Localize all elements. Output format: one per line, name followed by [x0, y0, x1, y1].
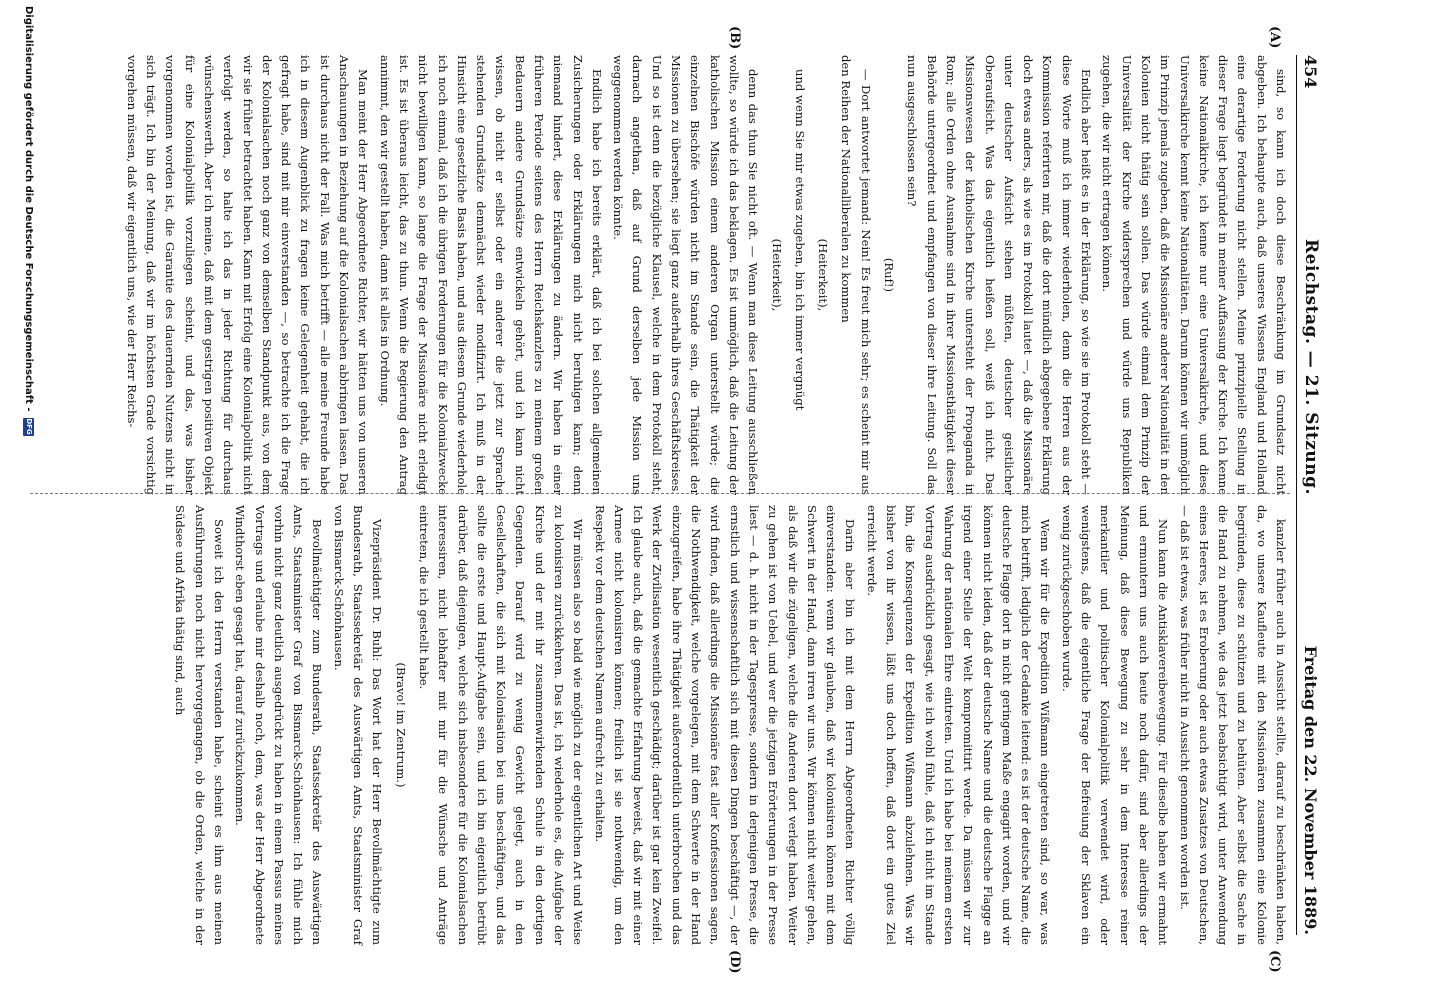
left-column — [119, 55, 1290, 495]
paragraph: Wenn wir für die Expedition Wißmann eingetreten sind, so war, was mich betrifft, lediglich der Gedanke leitend: es ist der deutsche Name, die deutsche Flagge dort in nicht geringem Maße engagirt worden, und wir können nicht leiden, daß der deutsche Name und die deutsche Flagge an irgend einer Stelle der Welt kompromittirt werde. Da müssen wir zur Wahrung der nationalen Ehre eintreten. Und ich habe bei meinem ersten Vortrag ausdrücklich gesagt, wie ich wohl fühle, daß ich nicht im Stande bin, die Konsequenzen der Expedition Wißmann abzulehnen. Was wir bisher von ihr wissen, läßt uns doch hoffen, daß dort ein gutes Ziel erreicht werde. — [864, 505, 1053, 945]
page-number: 454 — [1301, 55, 1320, 89]
interjection: (Bravo! im Zentrum.) — [393, 662, 408, 788]
column-divider — [30, 493, 1290, 494]
interjection: (Heiterkeit), — [816, 238, 831, 312]
paragraph: denn das thun Sie nicht oft. — Wenn man diese Leitung ausschließen wollte, so würde ich das beklagen. Es ist unmöglich, daß die Leitung der katholischen Mission einem anderen Organ unterstellt würde; die einzelnen Bischöfe würden nicht im Stande sein, die Thätigkeit der Missionen zu übersehen; sie liegt ganz außerhalb ihres Geschäftskreises. Und so ist denn die bezügliche Klausel, welche in dem Protokoll steht, darnach angethan, daß auf Grund derselben jede Mission uns weggenommen werden könnte. — [611, 55, 761, 495]
margin-marker-c: (C) — [1267, 950, 1282, 973]
digitization-footer — [23, 6, 34, 436]
paragraph: kanzler früher auch in Aussicht stellte, darauf zu beschränken haben, da, wo unsere Kaufleute mit den Missionären zusammen eine Kolonie begründen, diese zu schützen und zu behüten. Aber selbst die Sache in die Hand zu nehmen, wie das jetzt beabsichtigt wird, unter Anwendung eines Heeres, ist es Eroberung oder auch etwas Zusatzes von Deutschen, — daß ist etwas, was früher nicht in Aussicht genommen worden ist. — [1177, 505, 1288, 945]
header-date: Freitag den 22. November 1889. — [1301, 645, 1320, 935]
paragraph: Endlich habe ich bereits erklärt, daß ich bei solchen allgemeinen Zusicherungen oder Erklärungen mich nicht beruhigen kann; denn niemand hindert, diese Erklärungen zu ändern. Wir haben in einer früheren Periode seitens des Herrn Reichskanzlers zu meinem großen Bedauern andere Grundsätze entwickeln gehört, und ich kann nicht wissen, ob nicht er selbst oder ein anderer die jetzt zur Sprache stehenden Grundsätze demnächst wieder modifizirt. Ich muß in der Hinsicht eine gesetzliche Basis haben, und aus diesem Grunde wiederhole ich noch einmal, daß ich die übrigen Forderungen für die Kolonialzwecke nicht bewilligen kann, so lange die Frage der Missionäre nicht erledigt ist. Es ist überaus leicht, das zu thun. Wenn die Regierung den Antrag annimmt, den wir gestellt haben, dann ist alles in Ordnung. — [377, 55, 604, 495]
paragraph: Soweit ich den Herrn verstanden habe, scheint es ihm aus meinen Ausführungen noch nicht hervorgegangen, ob die Orden, welche in der Südsee und Afrika thätig sind, auch — [173, 505, 226, 945]
paragraph: — Dort antwortet jemand: Nein! Es freut mich sehr; es scheint mir aus den Reihen der Nationalliberalen zu kommen — [839, 55, 873, 495]
speaker-paragraph: Bevollmächtigter zum Bundesrath, Staatssekretär des Auswärtigen Amts, Staatsminister Graf von Bismarck-Schönhausen: Ich fühle mich vorhin nicht ganz deutlich ausgedrückt zu haben in einem Passus meines Vortrags und erlaube mir deshalb noch, dem, was der Herr Abgeordnete Windthorst eben gesagt hat, darauf zurückzukommen. — [233, 505, 325, 945]
interjection: (Ruf!) — [882, 257, 897, 293]
paragraph: Darin aber bin ich mit dem Herrn Abgeordneten Richter völlig einverstanden: wenn wir glauben, daß wir kolonisiren können mit dem Schwert in der Hand, dann irren wir uns. Wir können nicht weiter gehen, als daß wir die zügeligen, welche die Anderen dort verlegt haben. Weiter zu gehen ist von Uebel, und wer die jetzigen Erörterungen in der Presse liest — d. h. nicht in der Tagespresse, sondern in derjenigen Presse, die ernstlich und wissenschaftlich sich mit diesen Dingen beschäftigt —, der wird finden, daß allerdings die Missionäre fast aller Konfessionen sagen, die Nothwendigkeit, welche vorgelegen, mit dem Schwerte in der Hand einzugreifen, habe ihre Thätigkeit außerordentlich unterbrochen und das Werk der Zivilisation wesentlich geschädigt; darüber ist gar kein Zweifel. Ich glaube auch, daß die gemachte Erfahrung beweist, daß wir mit einer Armee nicht kolonisiren können; freilich ist sie nothwendig, um den Respekt vor dem deutschen Namen aufrecht zu erhalten. — [592, 505, 858, 945]
margin-marker-b: (B) — [727, 26, 742, 50]
dfg-logo-icon: DFG — [25, 418, 33, 435]
margin-marker-d: (D) — [727, 950, 742, 974]
margin-marker-a: (A) — [1267, 26, 1282, 49]
paragraph: sind, so kann ich doch diese Beschränkung im Grundsatz nicht abgeben. Ich behaupte auch, daß unseres Wissens England und Holland eine derartige Forderung nicht stellen. Meine prinzipielle Stellung in dieser Frage liegt begründet in meiner Auffassung der Kirche. Ich kenne keine Nationalkirche, ich kenne nur eine Universalkirche, und diese Universalkirche kennt keine Nationalitäten. Darum können wir unmöglich im Prinzip jemals zugeben, daß die Missionäre anderer Nationalität in den Kolonien nicht thätig sein sollen. Das würde einmal dem Prinzip der Universalität der Kirche widersprechen und würde uns Republiken zugehen, die wir nicht ertragen können. — [1100, 55, 1288, 495]
paragraph: Wir müssen also so bald wie möglich zu der eigentlichen Art und Weise zu kolonisiren zurückkehren. Das ist, ich wiederhole es, die Aufgabe der Kirche und der mit ihr zusammenwirkenden Schule in den dortigen Gegenden. Darauf wird zu wenig Gewicht gelegt, auch in den Gesellschaften, die sich mit Kolonisation bei uns beschäftigen, und das sollte die erste und Haupt-Aufgabe sein, und ich bin eigentlich betrübt darüber, daß diejenigen, welche sich insbesondere für die Kolonialsachen interessiren, nicht lebhafter mit mir für die Wünsche und Anträge eintreten, die ich gestellt habe. — [416, 505, 586, 945]
interjection: (Heiterkeit), — [769, 238, 784, 312]
header-title: Reichstag. — 21. Sitzung. — [1301, 239, 1321, 495]
page-header — [1296, 55, 1332, 935]
paragraph: Man meint der Herr Abgeordnete Richter, wir hätten uns von unseren Anschauungen in Beziehung auf die Kolonialsachen abbringen lassen. Das ist durchaus nicht der Fall. Was mich betrifft — alle meine Freunde habe ich in diesem Augenblick zu fragen keine Gelegenheit gehabt, die ich gefragt habe, sind mit mir einverstanden —, so betrachte ich die Frage der Kolonialsachen noch ganz von demselben Standpunkt aus, von dem wir sie früher betrachtet haben. Kann mit Erfolg eine Kolonialpolitik nicht verfolgt werden, so halte ich das in jeder Richtung für durchaus wünschenswerth. Aber ich meine, daß mit dem gestrigen positiven Objekt für eine Kolonialpolitik vorzuliegen scheint, und das, was bisher vorgenommen worden ist, die Garantie des dauernden Nutzens nicht in sich trägt. Ich bin der Meinung, daß wir im höchsten Grade vorsichtig vorgehen müssen, daß wir eigentlich uns, wie der Herr Reichs- — [124, 55, 371, 495]
footer-text: Digitalisierung gefördert durch die Deutsche Forschungsgemeinschaft - — [23, 6, 34, 412]
paragraph: Endlich aber heißt es in der Erklärung, so wie sie im Protokoll steht — diese Worte muß ich immer wiederholen, denn die Herren aus der Kommission referirten mir, daß die dort mündlich abgegebene Erklärung doch etwas anders, als wie es im Protokoll lautet —, daß die Missionäre unter deutscher Aufsicht stehen müßten, deutscher geistlicher Oberaufsicht. Was das eigentlich heißen soll, weiß ich nicht. Das Missionswesen der katholischen Kirche untersteht der Propaganda in Rom; alle Orden ohne Ausnahme sind in ihrer Missionsthätigkeit dieser Behörde untergeordnet und empfangen von dieser ihre Leitung. Soll das nun ausgeschlossen sein? — [905, 55, 1094, 495]
speaker-paragraph: Vizepräsident Dr. Buhl: Das Wort hat der Herr Bevollmächtigte zum Bundesrath, Staatssekretär des Auswärtigen Amts, Staatsminister Graf von Bismarck-Schönhausen. — [331, 505, 385, 945]
paragraph: und wenn Sie mir etwas zugeben, bin ich immer vergnügt — [792, 69, 807, 411]
paragraph: Nun kann die Antisklavereibewegung. Für dieselbe haben wir ermahnt und ermuntern uns auch heute noch dafür, sind aber allerdings der Meinung, daß diese Bewegung zu sehr in dem Interesse reiner merkantiler und politischer Kolonialpolitik verwendet wird, oder wenigstens, daß die eigentliche Frage der Befreiung der Sklaven ein wenig zurückgeschoben wurde. — [1059, 505, 1171, 945]
right-column — [168, 505, 1290, 945]
